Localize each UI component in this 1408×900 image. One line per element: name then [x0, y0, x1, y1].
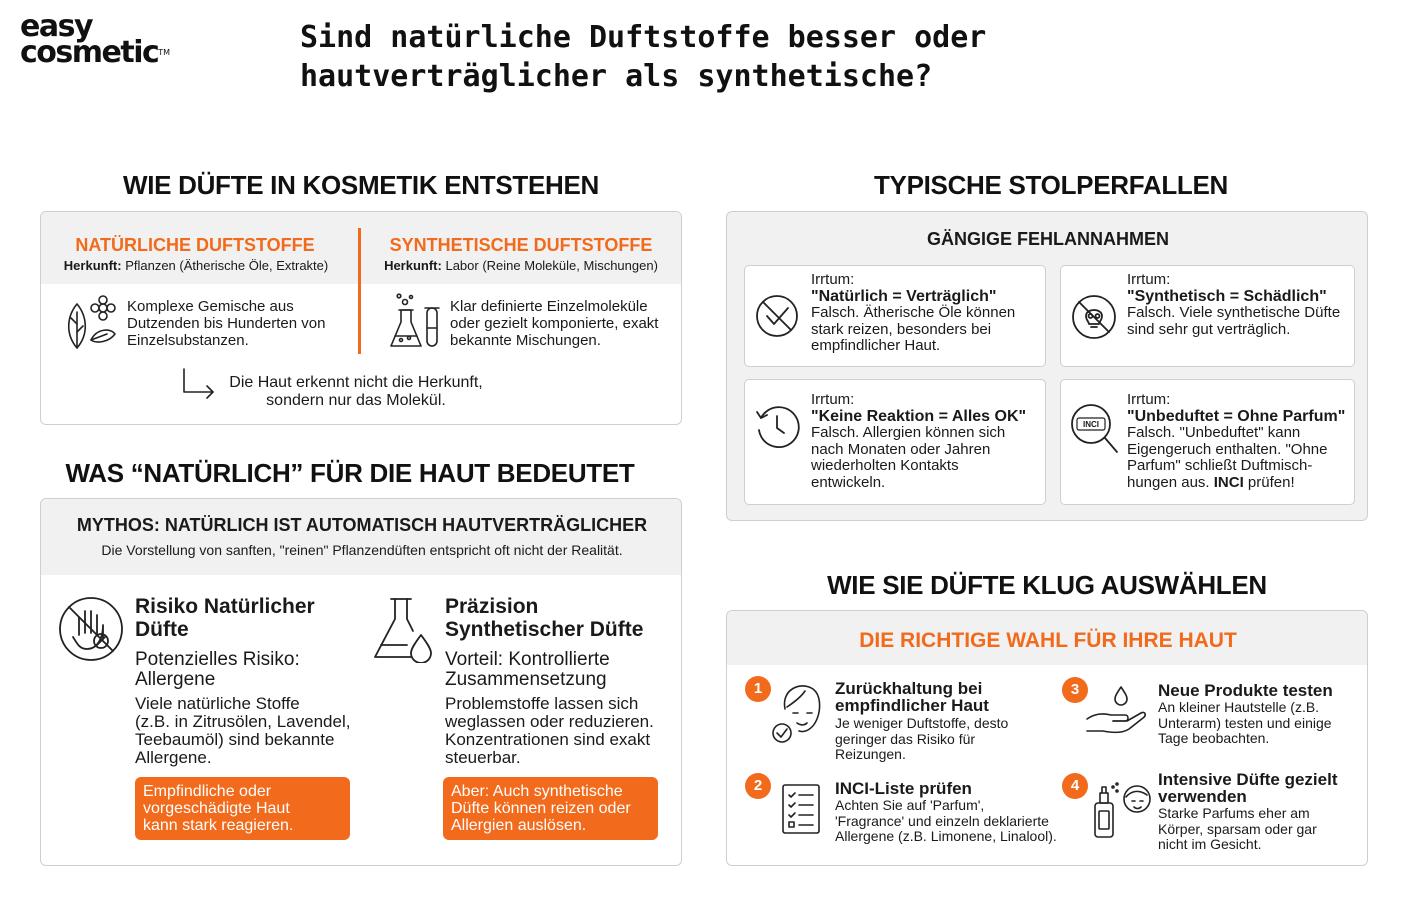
tip-body	[835, 798, 1057, 845]
natural-origin	[41, 258, 351, 273]
left-title-line-2: Düfte	[135, 618, 189, 641]
natural-title: NATÜRLICHE DUFTSTOFFE	[75, 235, 315, 255]
right-callout-line-1: Aber: Auch synthetische	[451, 783, 623, 800]
synthetic-line-1: Klar definierte Einzelmoleküle	[450, 298, 648, 315]
misconception-text	[1127, 392, 1345, 491]
conclusion-line-1: Die Haut erkennt nicht die Herkunft,	[229, 374, 483, 391]
misconception-line: wiederholten Kontakts	[811, 457, 959, 474]
misconception-line: stark reizen, besonders bei	[811, 320, 992, 338]
inci-bold: INCI	[1213, 473, 1244, 491]
left-body-line-4: Allergene.	[135, 748, 212, 767]
right-body-line-3: Konzentrationen sind exakt	[445, 730, 651, 749]
step-badge: 1	[745, 676, 771, 702]
last-prefix: hungen aus.	[1127, 473, 1214, 491]
logo-line-2	[20, 35, 200, 70]
page-title: Sind natürliche Duftstoffe besser oder hautverträglicher als synthetische?	[300, 20, 987, 94]
checklist-icon	[781, 783, 821, 835]
right-body-line-4: steuerbar.	[445, 748, 521, 767]
tip-title-line: Intensive Düfte gezielt	[1158, 770, 1338, 789]
right-callout-line-2: Düfte können reizen oder	[451, 800, 631, 817]
pitfalls-panel	[726, 211, 1368, 521]
left-body	[135, 695, 350, 767]
inci-magnifier-icon	[1069, 402, 1121, 456]
right-title-line-1: Präzision	[445, 595, 539, 618]
misconception-line	[1127, 475, 1345, 492]
synthetic-description	[450, 298, 658, 349]
misconception-label: Irrtum:	[1127, 391, 1171, 408]
tip-body	[1158, 700, 1332, 747]
flask-drop-icon	[371, 595, 433, 663]
origin-panel	[40, 211, 682, 425]
misconception-line: empfindlicher Haut.	[811, 337, 941, 354]
right-title	[445, 595, 643, 641]
right-subtitle-line-1: Vorteil: Kontrollierte	[445, 649, 610, 670]
choose-title: DIE RICHTIGE WAHL FÜR IHRE HAUT	[859, 629, 1237, 652]
step-badge: 2	[745, 773, 771, 799]
tip-body-line: Je weniger Duftstoffe, desto	[835, 715, 1009, 731]
flask-test-tube-icon	[387, 292, 443, 352]
misconception-claim: "Keine Reaktion = Alles OK"	[811, 407, 1027, 425]
myth-title: MYTHOS: NATÜRLICH IST AUTOMATISCH HAUTVERTRÄGLICHER	[76, 515, 648, 535]
hand-allergy-warning-icon	[57, 595, 125, 663]
synthetic-origin-value: Labor (Reine Moleküle, Mischungen)	[445, 258, 658, 273]
tip-title	[835, 780, 972, 797]
natural-origin-label: Herkunft:	[63, 258, 122, 273]
tip-title-line: empfindlicher Haut	[835, 696, 989, 715]
tip-title	[1158, 682, 1333, 699]
perfume-face-icon	[1091, 779, 1153, 841]
left-callout	[135, 777, 350, 840]
left-body-line-3: Teebaumöl) sind bekannte	[135, 730, 335, 749]
choose-panel	[726, 610, 1368, 866]
left-subtitle-line-1: Potenzielles Risiko:	[135, 649, 300, 670]
misconception-text	[811, 272, 1015, 355]
misconception-line: Falsch. "Unbeduftet" kann	[1127, 424, 1301, 441]
logo-line-1: easy	[20, 9, 93, 44]
right-title-line-2: Synthetischer Düfte	[445, 618, 644, 641]
misconception-card	[1060, 265, 1355, 367]
misconception-text	[1127, 272, 1340, 338]
left-body-line-1: Viele natürliche Stoffe	[135, 694, 300, 713]
synthetic-line-3: bekannte Mischungen.	[450, 332, 601, 349]
synthetic-origin	[366, 258, 676, 273]
right-body-line-2: weglassen oder reduzieren.	[445, 712, 654, 731]
natural-origin-value: Pflanzen (Ätherische Öle, Extrakte)	[125, 258, 329, 273]
right-body-line-1: Problemstoffe lassen sich	[445, 694, 639, 713]
logo-word: cosmetic	[20, 35, 159, 70]
misconceptions-title: GÄNGIGE FEHLANNAHMEN	[927, 229, 1169, 249]
synthetic-title: SYNTHETISCHE DUFTSTOFFE	[389, 235, 653, 255]
tip-body-line: Starke Parfums eher am	[1158, 805, 1310, 821]
natural-description	[127, 298, 325, 349]
tip-body-line: Achten Sie auf 'Parfum',	[835, 797, 985, 813]
right-callout-line-3: Allergien auslösen.	[451, 817, 587, 834]
right-subtitle-line-2: Zusammensetzung	[445, 669, 607, 690]
trademark: TM	[158, 48, 171, 57]
right-subtitle	[445, 650, 610, 690]
tip-body-line: Unterarm) testen und einige	[1158, 714, 1332, 731]
brand-logo	[20, 9, 200, 74]
synthetic-line-2: oder gezielt komponierte, exakt	[450, 315, 659, 332]
natural-line-2: Dutzenden bis Hunderten von	[127, 315, 326, 332]
hand-drop-icon	[1083, 683, 1149, 735]
tip-body-line: Körper, sparsam oder gar	[1158, 820, 1317, 837]
myth-subtitle: Die Vorstellung von sanften, "reinen" Pflanzendüften entspricht oft nicht der Realität.	[101, 542, 623, 558]
tip-body-line: 'Fragrance' und einzeln deklarierte	[835, 812, 1049, 829]
left-callout-line-3: kann stark reagieren.	[143, 817, 294, 834]
misconception-card	[744, 379, 1046, 505]
conclusion-line-2: sondern nur das Molekül.	[266, 392, 446, 409]
misconception-card	[1060, 379, 1355, 505]
left-subtitle-line-2: Allergene	[135, 669, 216, 690]
myth-header	[41, 499, 682, 575]
clock-refresh-icon	[753, 404, 801, 452]
tip-body-line: nicht im Gesicht.	[1158, 836, 1262, 852]
tip-title	[1158, 771, 1337, 805]
cross-check-icon	[755, 294, 799, 338]
misconception-claim: "Unbeduftet = Ohne Parfum"	[1127, 407, 1346, 425]
misconception-line: sind sehr gut verträglich.	[1127, 320, 1291, 338]
section-heading-natural-meaning: WAS “NATÜRLICH” FÜR DIE HAUT BEDEUTET	[65, 458, 635, 488]
section-heading-choose: WIE SIE DÜFTE KLUG AUSWÄHLEN	[827, 570, 1267, 600]
step-badge: 4	[1062, 773, 1088, 799]
left-title-line-1: Risiko Natürlicher	[135, 595, 315, 618]
tip-title	[835, 680, 989, 714]
tip-body-line: geringer das Risiko für	[835, 730, 976, 747]
last-suffix: prüfen!	[1243, 473, 1295, 491]
inci-icon-label: INCI	[1083, 420, 1099, 429]
synthetic-origin-label: Herkunft:	[384, 258, 442, 273]
tip-body-line: An kleiner Hautstelle (z.B.	[1158, 699, 1320, 715]
tip-title-line: verwenden	[1158, 787, 1247, 806]
arrow-return-icon	[181, 366, 217, 400]
left-callout-line-2: vorgeschädigte Haut	[143, 800, 290, 817]
column-divider	[358, 228, 361, 354]
misconception-label: Irrtum:	[811, 391, 855, 408]
tip-body-line: Tage beobachten.	[1158, 730, 1270, 746]
natural-line-1: Komplexe Gemische aus	[127, 298, 294, 315]
natural-meaning-panel	[40, 498, 682, 866]
misconception-line: Falsch. Ätherische Öle können	[811, 304, 1016, 321]
natural-line-3: Einzelsubstanzen.	[127, 332, 249, 349]
face-check-icon	[771, 679, 827, 745]
leaf-flower-icon	[61, 294, 119, 350]
misconception-line: Eigengeruch enthalten. "Ohne	[1127, 440, 1328, 458]
misconception-card	[744, 265, 1046, 367]
tip-body	[835, 716, 1008, 763]
left-body-line-2: (z.B. in Zitrusölen, Lavendel,	[135, 712, 351, 731]
tip-body-line: Reizungen.	[835, 746, 906, 762]
misconception-claim: "Synthetisch = Schädlich"	[1127, 287, 1327, 305]
section-heading-pitfalls: TYPISCHE STOLPERFALLEN	[873, 170, 1229, 200]
misconception-claim: "Natürlich = Verträglich"	[811, 287, 997, 305]
misconception-line: Falsch. Viele synthetische Düfte	[1127, 304, 1341, 321]
misconception-text	[811, 392, 1026, 491]
misconception-line: nach Monaten oder Jahren	[811, 440, 991, 458]
origin-conclusion	[221, 374, 491, 410]
section-heading-origin: WIE DÜFTE IN KOSMETIK ENTSTEHEN	[122, 170, 600, 200]
misconception-label: Irrtum:	[1127, 271, 1171, 288]
misconception-line: Falsch. Allergien können sich	[811, 424, 1006, 441]
right-callout	[443, 777, 658, 840]
tip-title-line: INCI-Liste prüfen	[835, 779, 972, 798]
misconception-line: entwickeln.	[811, 473, 886, 491]
left-title	[135, 595, 315, 641]
left-callout-line-1: Empfindliche oder	[143, 783, 272, 800]
misconception-label: Irrtum:	[811, 271, 855, 288]
right-body	[445, 695, 654, 767]
crossed-skull-icon	[1071, 294, 1117, 340]
step-badge: 3	[1062, 677, 1088, 703]
tip-title-line: Zurückhaltung bei	[835, 679, 983, 698]
left-subtitle	[135, 650, 300, 690]
tip-body-line: Allergene (z.B. Limonene, Linalool).	[835, 828, 1057, 844]
misconception-line: Parfum" schließt Duftmisch-	[1127, 457, 1313, 474]
tip-title-line: Neue Produkte testen	[1158, 681, 1333, 700]
tip-body	[1158, 806, 1317, 853]
